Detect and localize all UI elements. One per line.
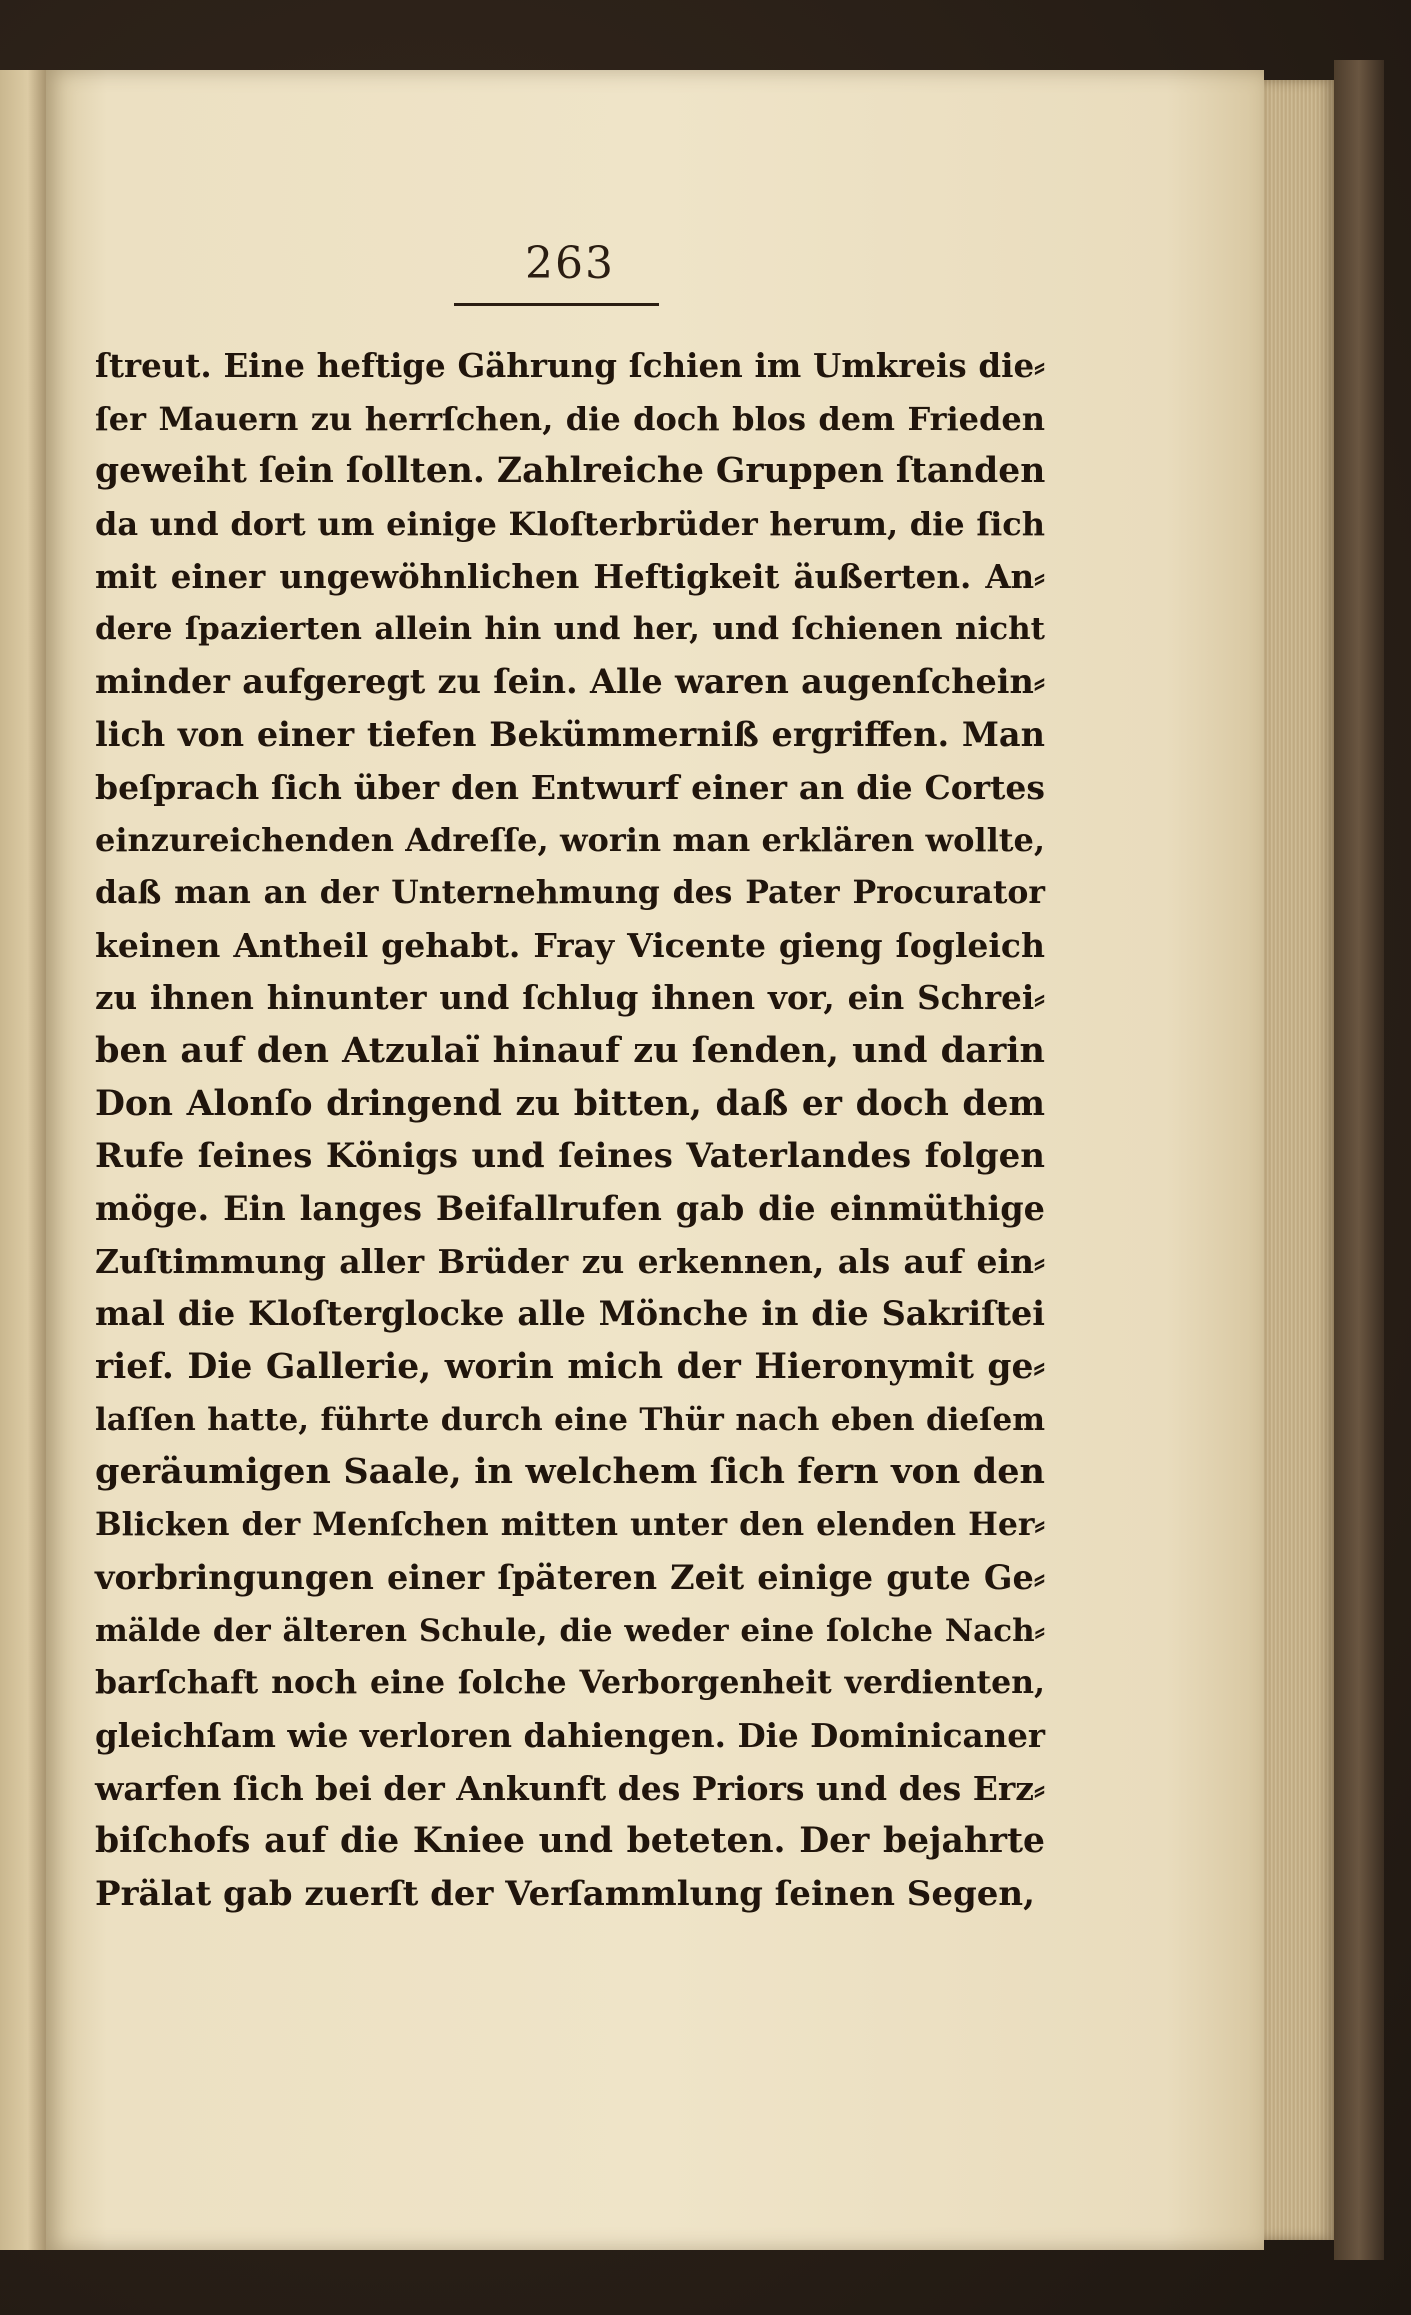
text-line: warfen ſich bei der Ankunft des Priors und des Erz⸗: [95, 1768, 1045, 1808]
text-line: mälde der älteren Schule, die weder eine ſolche Nach⸗: [95, 1612, 1045, 1649]
text-line: minder aufgeregt zu ſein. Alle waren augenſchein⸗: [95, 662, 1045, 702]
text-line: ben auf den Atzulaï hinauf zu ſenden, und darin: [95, 1029, 1045, 1071]
text-line: biſchofs auf die Kniee und beteten. Der bejahrte: [95, 1821, 1045, 1862]
text-line: Prälat gab zuerſt der Verſammlung ſeinen Segen,: [95, 1873, 1035, 1914]
text-line: Zuſtimmung aller Brüder zu erkennen, als auf ein⸗: [95, 1241, 1045, 1281]
text-line: dere ſpazierten allein hin und her, und ſchienen nicht: [95, 611, 1045, 648]
text-line: ſtreut. Eine heftige Gährung ſchien im Umkreis die⸗: [95, 346, 1045, 385]
page-fore-edge: [1264, 80, 1334, 2240]
text-line: einzureichenden Adreſſe, worin man erklären wollte,: [95, 821, 1045, 860]
text-line: Blicken der Menſchen mitten unter den elenden Her⸗: [95, 1506, 1045, 1544]
page-number: 263: [525, 238, 615, 289]
left-page-edge: [0, 70, 46, 2250]
text-line: barſchaft noch eine ſolche Verborgenheit verdienten,: [95, 1664, 1045, 1702]
text-line: daß man an der Unternehmung des Pater Procurator: [95, 873, 1045, 911]
body-text: [95, 340, 1045, 1921]
text-line: rief. Die Gallerie, worin mich der Hieronymit ge⸗: [95, 1347, 1045, 1388]
text-line: keinen Antheil gehabt. Fray Vicente gieng ſogleich: [95, 925, 1045, 965]
text-line: beſprach ſich über den Entwurf einer an die Cortes: [95, 767, 1045, 807]
text-line: Don Alonſo dringend zu bitten, daß er doch dem: [95, 1083, 1045, 1124]
text-line: mal die Kloſterglocke alle Mönche in die Sakriſtei: [95, 1294, 1045, 1334]
text-line: zu ihnen hinunter und ſchlug ihnen vor, ein Schrei⸗: [95, 978, 1045, 1018]
book-cover-edge: [1334, 60, 1384, 2260]
text-line: geräumigen Saale, in welchem ſich fern von den: [95, 1451, 1045, 1493]
text-line: da und dort um einige Kloſterbrüder herum, die ſich: [95, 505, 1045, 544]
text-line: möge. Ein langes Beifallrufen gab die einmüthige: [95, 1189, 1045, 1228]
text-line: lich von einer tiefen Bekümmerniß ergriffen. Man: [95, 714, 1045, 754]
text-line: vorbringungen einer ſpäteren Zeit einige gute Ge⸗: [95, 1557, 1045, 1597]
page-number-rule: [454, 303, 659, 306]
text-line: laſſen hatte, führte durch eine Thür nach eben dieſem: [95, 1401, 1045, 1438]
text-line: Rufe ſeines Königs und ſeines Vaterlandes folgen: [95, 1136, 1045, 1177]
text-line: ſer Mauern zu herrſchen, die doch blos dem Frieden: [95, 399, 1045, 438]
text-line: gleichſam wie verloren dahiengen. Die Dominicaner: [95, 1715, 1045, 1755]
text-line: mit einer ungewöhnlichen Heftigkeit äußerten. An⸗: [95, 556, 1045, 596]
text-line: geweiht ſein ſollten. Zahlreiche Gruppen ſtanden: [95, 451, 1046, 492]
